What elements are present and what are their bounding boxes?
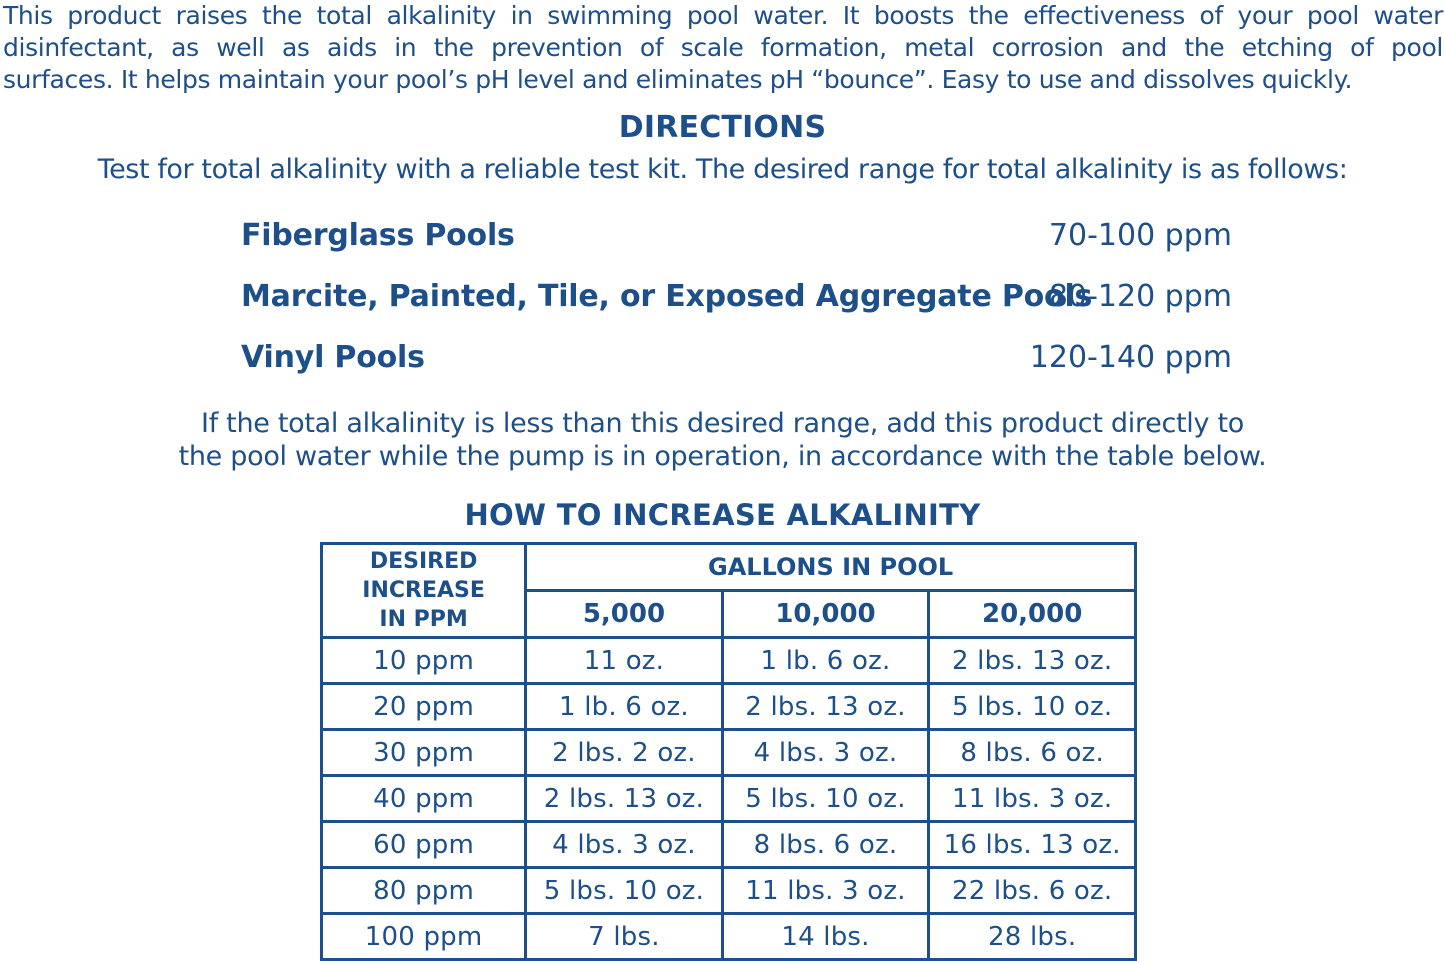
table-row xyxy=(322,684,1136,730)
add-instructions-line: If the total alkalinity is less than this desired range, add this product directly to xyxy=(201,408,1244,439)
amount-cell: 2 lbs. 13 oz. xyxy=(929,638,1136,684)
amount-cell: 5 lbs. 10 oz. xyxy=(526,868,722,914)
amount-cell: 4 lbs. 3 oz. xyxy=(722,730,929,776)
amount-cell: 22 lbs. 6 oz. xyxy=(929,868,1136,914)
ppm-cell: 30 ppm xyxy=(322,730,526,776)
intro-line: This product raises the total alkalinity in swimming pool water. It boosts the effectiveness of your pool water xyxy=(3,1,1443,30)
ppm-cell: 100 ppm xyxy=(322,914,526,960)
increase-header-line: DESIRED xyxy=(369,549,478,574)
amount-cell: 11 lbs. 3 oz. xyxy=(929,776,1136,822)
add-instructions xyxy=(0,407,1445,473)
amount-cell: 8 lbs. 6 oz. xyxy=(929,730,1136,776)
amount-cell: 2 lbs. 13 oz. xyxy=(722,684,929,730)
volume-header: 20,000 xyxy=(929,591,1136,638)
pool-type-label: Marcite, Painted, Tile, or Exposed Aggregate Pools xyxy=(241,279,1093,314)
intro-paragraph xyxy=(3,0,1443,96)
pool-range-row xyxy=(241,218,1232,258)
pool-range-row xyxy=(241,340,1232,380)
pool-type-label: Vinyl Pools xyxy=(241,340,425,375)
ppm-cell: 40 ppm xyxy=(322,776,526,822)
pool-range-value: 80-120 ppm xyxy=(1048,279,1232,314)
amount-cell: 2 lbs. 2 oz. xyxy=(526,730,722,776)
increase-header xyxy=(322,544,526,638)
table-heading: HOW TO INCREASE ALKALINITY xyxy=(464,498,981,532)
amount-cell: 5 lbs. 10 oz. xyxy=(929,684,1136,730)
directions-heading: DIRECTIONS xyxy=(618,110,827,145)
table-row xyxy=(322,638,1136,684)
directions-text: Test for total alkalinity with a reliable test kit. The desired range for total alkalinity is as follows: xyxy=(97,154,1348,185)
pool-range-value: 70-100 ppm xyxy=(1048,218,1232,253)
pool-range-row xyxy=(241,279,1232,319)
ppm-cell: 20 ppm xyxy=(322,684,526,730)
table-row xyxy=(322,868,1136,914)
alkalinity-table xyxy=(320,542,1137,961)
ppm-cell: 80 ppm xyxy=(322,868,526,914)
amount-cell: 28 lbs. xyxy=(929,914,1136,960)
ppm-cell: 60 ppm xyxy=(322,822,526,868)
intro-line: surfaces. It helps maintain your pool’s pH level and eliminates pH “bounce”. Easy to use and dissolves quickly. xyxy=(3,65,1353,94)
amount-cell: 8 lbs. 6 oz. xyxy=(722,822,929,868)
amount-cell: 2 lbs. 13 oz. xyxy=(526,776,722,822)
table-row xyxy=(322,822,1136,868)
amount-cell: 5 lbs. 10 oz. xyxy=(722,776,929,822)
add-instructions-line: the pool water while the pump is in operation, in accordance with the table below. xyxy=(178,441,1267,472)
pool-type-label: Fiberglass Pools xyxy=(241,218,515,253)
increase-header-line: INCREASE xyxy=(362,578,485,603)
table-row xyxy=(322,730,1136,776)
increase-header-line: IN PPM xyxy=(379,607,468,632)
pool-range-value: 120-140 ppm xyxy=(1029,340,1232,375)
amount-cell: 4 lbs. 3 oz. xyxy=(526,822,722,868)
amount-cell: 7 lbs. xyxy=(526,914,722,960)
amount-cell: 1 lb. 6 oz. xyxy=(722,638,929,684)
gallons-header: GALLONS IN POOL xyxy=(526,544,1136,591)
amount-cell: 11 oz. xyxy=(526,638,722,684)
amount-cell: 14 lbs. xyxy=(722,914,929,960)
volume-header: 10,000 xyxy=(722,591,929,638)
amount-cell: 11 lbs. 3 oz. xyxy=(722,868,929,914)
volume-header: 5,000 xyxy=(526,591,722,638)
amount-cell: 1 lb. 6 oz. xyxy=(526,684,722,730)
ppm-cell: 10 ppm xyxy=(322,638,526,684)
table-row xyxy=(322,776,1136,822)
amount-cell: 16 lbs. 13 oz. xyxy=(929,822,1136,868)
intro-line: disinfectant, as well as aids in the prevention of scale formation, metal corrosion and the etching of pool xyxy=(3,33,1443,62)
table-row xyxy=(322,914,1136,960)
